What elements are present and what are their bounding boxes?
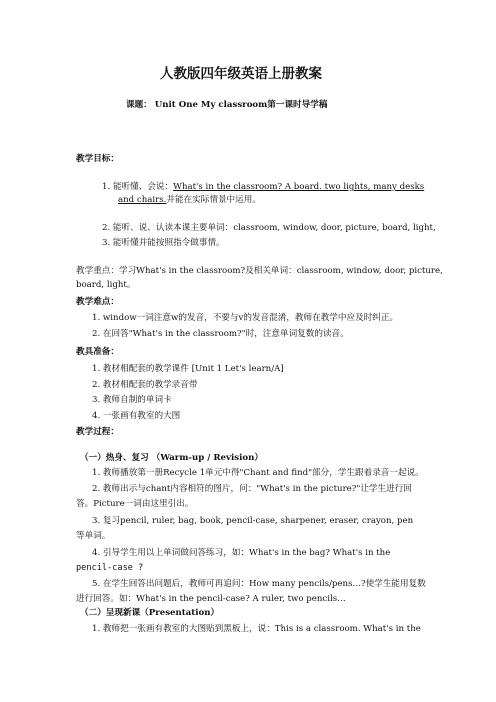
section-warmup-heading: （一）热身、复习 （Warm-up / Revision） [80, 453, 263, 463]
presentation-step-1: 1. 教师把一张画有教室的大图贴到黑板上，说：This is a classroom. What's in the [92, 624, 421, 634]
warmup-step-2-line-1: 2. 教师出示与chant内容相符的图片，问："What's in the picture?"让学生进行回 [92, 484, 412, 494]
lesson-subtitle: 课题： Unit One My classroom第一课时导学稿 [126, 100, 328, 110]
preparation-1: 1. 教材相配套的教学课件 [Unit 1 Let's learn/A] [92, 364, 284, 374]
preparation-heading: 教具准备： [76, 347, 119, 357]
warmup-step-4-line-2: pencil-case ? [76, 563, 144, 573]
difficulty-1: 1. window一词注意w的发音，不要与v的发音混淆，教师在教学中应及时纠正。 [92, 313, 399, 323]
warmup-step-3-line-2: 等单词。 [76, 531, 111, 541]
objectives-heading: 教学目标： [76, 154, 119, 164]
warmup-step-2-line-2: 答。Picture一词由这里引出。 [76, 499, 194, 509]
objective-1-intro: 能听懂、会说： [112, 182, 174, 192]
objective-1-tail: 并能在实际情景中运用。 [166, 195, 261, 205]
objective-1-line-1 [102, 181, 424, 193]
section-presentation-heading: （二）呈现新课（Presentation） [80, 608, 220, 618]
warmup-step-5-line-2: 进行回答。如：What's in the pencil-case? A ruler, two pencils… [76, 594, 346, 604]
warmup-step-3-line-1: 3. 复习pencil, ruler, bag, book, pencil-case, sharpener, eraser, crayon, pen [92, 516, 414, 526]
warmup-step-1: 1. 教师播放第一册Recycle 1单元中得"Chant and find"部分，学生跟着录音一起说。 [92, 468, 424, 478]
preparation-4: 4. 一张画有教室的大图 [92, 411, 181, 421]
document-title: 人教版四年级英语上册教案 [160, 66, 322, 82]
objective-2: 2. 能听、说、认读本课主要单词：classroom, window, door, picture, board, light, [102, 223, 436, 233]
objective-1-phrase: What's in the classroom? A board. two lights, many desks [173, 182, 425, 192]
objective-1-line-2 [118, 194, 261, 206]
warmup-step-5-line-1: 5. 在学生回答出问题后，教师可再追问：How many pencils/pens…?使学生能用复数 [92, 579, 426, 589]
objective-1-number: 1. [102, 182, 111, 192]
preparation-2: 2. 教材相配套的教学录音带 [92, 380, 198, 390]
objective-3: 3. 能听懂并能按照指令做事情。 [102, 238, 225, 248]
objective-1-phrase-end: and chairs. [118, 195, 167, 205]
key-points-line-2: board, light。 [76, 280, 136, 290]
warmup-step-4-line-1: 4. 引导学生用以上单词做问答练习，如：What's in the bag? What's in the [92, 548, 391, 558]
process-heading: 教学过程： [76, 427, 119, 437]
difficulties-heading: 教学难点： [76, 297, 119, 307]
difficulty-2: 2. 在回答"What's in the classroom?"时，注意单词复数的读音。 [92, 329, 349, 339]
preparation-3: 3. 教师自制的单词卡 [92, 395, 172, 405]
key-points-line-1: 教学重点：学习What's in the classroom?及相关单词：classroom, window, door, picture, [76, 266, 443, 276]
